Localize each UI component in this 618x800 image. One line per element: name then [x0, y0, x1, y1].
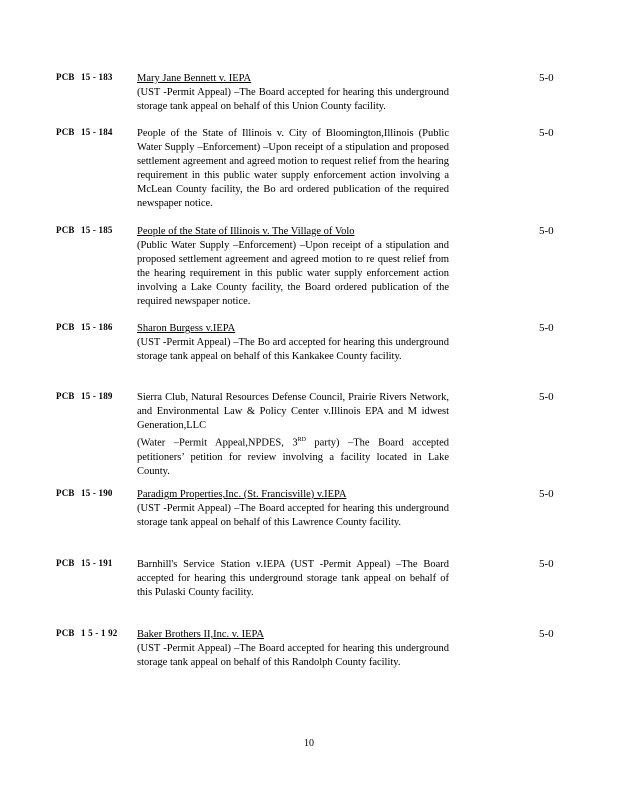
- case-number: PCB 15 - 186: [56, 322, 113, 332]
- case-description: Sierra Club, Natural Resources Defense Council, Prairie Rivers Network, and Environmental Law & Policy Center v.Illinois EPA and M idwest Generation,LLC: [137, 392, 449, 431]
- case-number: PCB 15 - 185: [56, 225, 113, 235]
- case-number: PCB 15 - 191: [56, 558, 113, 568]
- case-body: [137, 322, 449, 364]
- vote-result: 5-0: [539, 72, 554, 84]
- case-body: [137, 127, 449, 211]
- case-body: [137, 628, 449, 670]
- case-title: Baker Brothers II,Inc. v. IEPA: [137, 629, 264, 640]
- case-number: PCB 1 5 - 1 92: [56, 628, 118, 638]
- case-body: [137, 72, 449, 114]
- case-number: PCB 15 - 184: [56, 127, 113, 137]
- case-body: [137, 488, 449, 530]
- vote-result: 5-0: [539, 225, 554, 237]
- case-body: [137, 558, 449, 600]
- vote-result: 5-0: [539, 488, 554, 500]
- case-description: (UST -Permit Appeal) –The Board accepted for hearing this underground storage tank appeal on behalf of this Randolph County facility.: [137, 643, 449, 668]
- case-title: People of the State of Illinois v. The Village of Volo: [137, 226, 355, 237]
- case-description: (UST -Permit Appeal) –The Board accepted for hearing this underground storage tank appeal on behalf of this Union County facility.: [137, 87, 449, 112]
- vote-result: 5-0: [539, 322, 554, 334]
- case-title: Sharon Burgess v.IEPA: [137, 323, 236, 334]
- page-number: 10: [304, 738, 314, 749]
- case-title: Paradigm Properties,Inc. (St. Francisville) v.IEPA: [137, 489, 347, 500]
- case-title: Mary Jane Bennett v. IEPA: [137, 73, 252, 84]
- case-number: PCB 15 - 189: [56, 391, 113, 401]
- vote-result: 5-0: [539, 127, 554, 139]
- vote-result: 5-0: [539, 628, 554, 640]
- case-body: [137, 225, 449, 309]
- case-body: [137, 391, 449, 479]
- case-description-continued: (Water –Permit Appeal,NPDES, 3RD party) –The Board accepted petitioners’ petition for review involving a facility located in Lake County.: [137, 437, 449, 477]
- case-number: PCB 15 - 183: [56, 72, 113, 82]
- vote-result: 5-0: [539, 391, 554, 403]
- case-description: (Public Water Supply –Enforcement) –Upon receipt of a stipulation and proposed settlement agreement and agreed motion to re quest relief from the hearing requirement in this public water supply enforcement action involving a Lake County facility, the Board ordered publication of the required newspaper notice.: [137, 240, 449, 307]
- case-description: Barnhill's Service Station v.IEPA (UST -Permit Appeal) –The Board accepted for hearing this underground storage tank appeal on behalf of this Pulaski County facility.: [137, 559, 449, 598]
- case-description: (UST -Permit Appeal) –The Board accepted for hearing this underground storage tank appeal on behalf of this Lawrence County facility.: [137, 503, 449, 528]
- case-description: People of the State of Illinois v. City of Bloomington,Illinois (Public Water Supply –Enforcement) –Upon receipt of a stipulation and proposed settlement agreement and agreed motion to request relief from the hearing requirement in this public water supply enforcement action involving a McLean County facility, the Bo ard ordered publication of the required newspaper notice.: [137, 128, 449, 209]
- case-description: (UST -Permit Appeal) –The Bo ard accepted for hearing this underground storage tank appeal on behalf of this Kankakee County facility.: [137, 337, 449, 362]
- ordinal-superscript: RD: [297, 437, 306, 443]
- vote-result: 5-0: [539, 558, 554, 570]
- case-number: PCB 15 - 190: [56, 488, 113, 498]
